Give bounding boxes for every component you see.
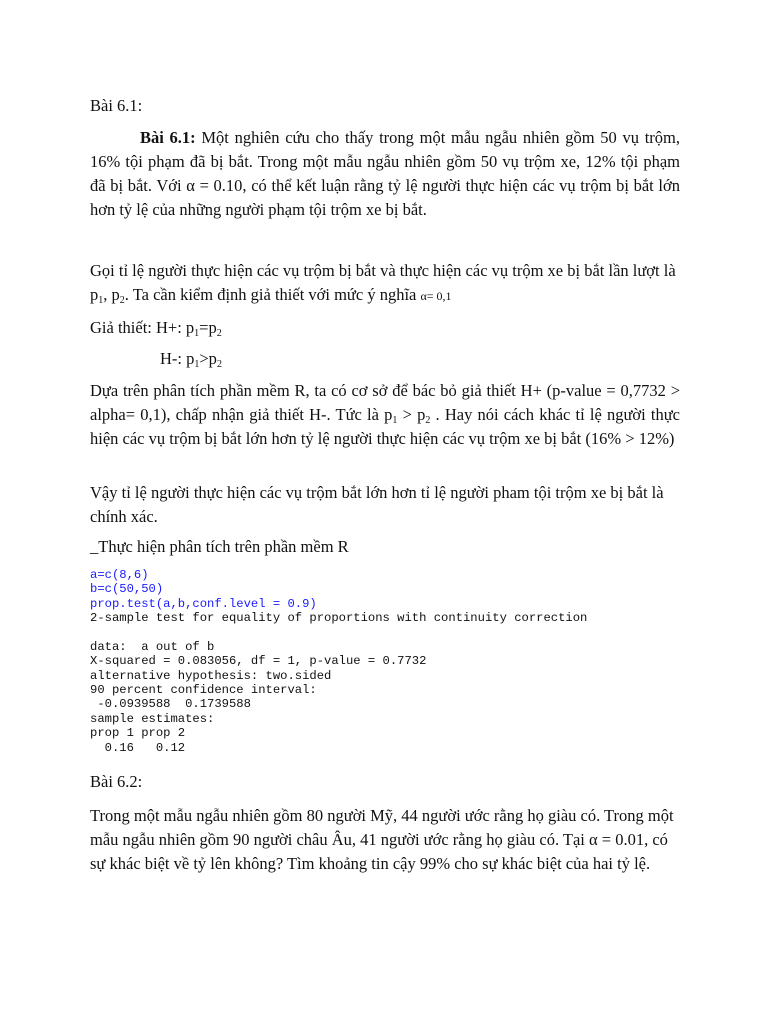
code-line: b=c(50,50) [90, 582, 164, 597]
subscript: 2 [216, 328, 222, 339]
hypothesis-text: >p [199, 349, 217, 368]
subscript: 1 [194, 328, 200, 339]
alpha-value: α= 0,1 [420, 289, 452, 303]
analysis-paragraph [90, 379, 680, 451]
hypothesis-text: =p [199, 318, 217, 337]
conclusion-paragraph: Vậy tỉ lệ người thực hiện các vụ trộm bắt lớn hơn tỉ lệ người pham tội trộm xe bị bắt là chính xác. [90, 483, 664, 526]
definition-text: , p [103, 285, 120, 304]
hypothesis-text: Giả thiết: H+: p [90, 318, 195, 337]
problem-label: Bài 6.1: [140, 128, 196, 147]
output-line: X-squared = 0.083056, df = 1, p-value = 0.7732 [90, 654, 427, 669]
analysis-text: . Hay nói cách khác tỉ lệ người thực hiện các vụ trộm bị bắt lớn hơn tỷ lệ người thực hiện các vụ trộm xe bị bắt (16% > 12%) [90, 405, 681, 448]
subscript: 1 [392, 415, 398, 426]
r-analysis-heading: _Thực hiện phân tích trên phần mềm R [90, 537, 349, 556]
exercise-6-1-heading: Bài 6.1: [90, 96, 143, 115]
output-line: data: a out of b [90, 639, 215, 654]
output-line: 0.16 0.12 [90, 740, 186, 755]
r-code-input [90, 568, 690, 611]
analysis-text: > p [397, 405, 426, 424]
exercise-6-1-problem [90, 126, 680, 222]
output-line: alternative hypothesis: two.sided [90, 668, 332, 683]
code-line: a=c(8,6) [90, 568, 149, 582]
output-line: 2-sample test for equality of proportions with continuity correction [90, 611, 588, 625]
hypothesis-h-minus [160, 347, 560, 371]
output-line: -0.0939588 0.1739588 [90, 697, 251, 712]
subscript: 1 [194, 359, 200, 370]
subscript: 2 [216, 359, 222, 370]
exercise-6-2-heading: Bài 6.2: [90, 772, 143, 791]
r-code-output [90, 611, 690, 755]
definition-paragraph [90, 259, 680, 308]
code-line: prop.test(a,b,conf.level = 0.9) [90, 596, 317, 611]
analysis-text: Dựa trên phân tích phần mềm R, ta có cơ sở để bác bỏ giả thiết H+ (p-value = 0,7732 > alpha= 0,1), chấp nhận giả thiết H-. Tức là p [90, 381, 680, 424]
output-line: prop 1 prop 2 [90, 726, 186, 741]
exercise-6-2-problem: Trong một mẫu ngẫu nhiên gồm 80 người Mỹ, 44 người ước rằng họ giàu có. Trong một mẫu ngẫu nhiên gồm 90 người châu Âu, 41 người ước rằng họ giàu có. Tại α = 0.01, có sự khác biệt về tỷ lên không? Tìm khoảng tin cậy 99% cho sự khác biệt của hai tỷ lệ. [90, 806, 674, 873]
subscript: 2 [119, 295, 125, 306]
hypothesis-h-plus [90, 316, 680, 340]
output-line: sample estimates: [90, 711, 215, 726]
output-line: 90 percent confidence interval: [90, 683, 317, 698]
definition-text: Gọi tỉ lệ người thực hiện các vụ trộm bị bắt và thực hiện các vụ trộm xe bị bắt lần lượt là p [90, 261, 676, 304]
hypothesis-text: H-: p [160, 349, 195, 368]
definition-text: . Ta cần kiểm định giả thiết với mức ý nghĩa [124, 285, 421, 304]
subscript: 1 [98, 295, 104, 306]
problem-text: Một nghiên cứu cho thấy trong một mẫu ngẫu nhiên gồm 50 vụ trộm, 16% tội phạm đã bị bắt. Trong một mẫu ngẫu nhiên gồm 50 vụ trộm xe, 12% tội phạm đã bị bắt. Với α = 0.10, có thể kết luận rằng tỷ lệ người thực hiện các vụ trộm bị bắt lớn hơn tỷ lệ của những người phạm tội trộm xe bị bắt. [90, 128, 680, 219]
subscript: 2 [425, 415, 431, 426]
